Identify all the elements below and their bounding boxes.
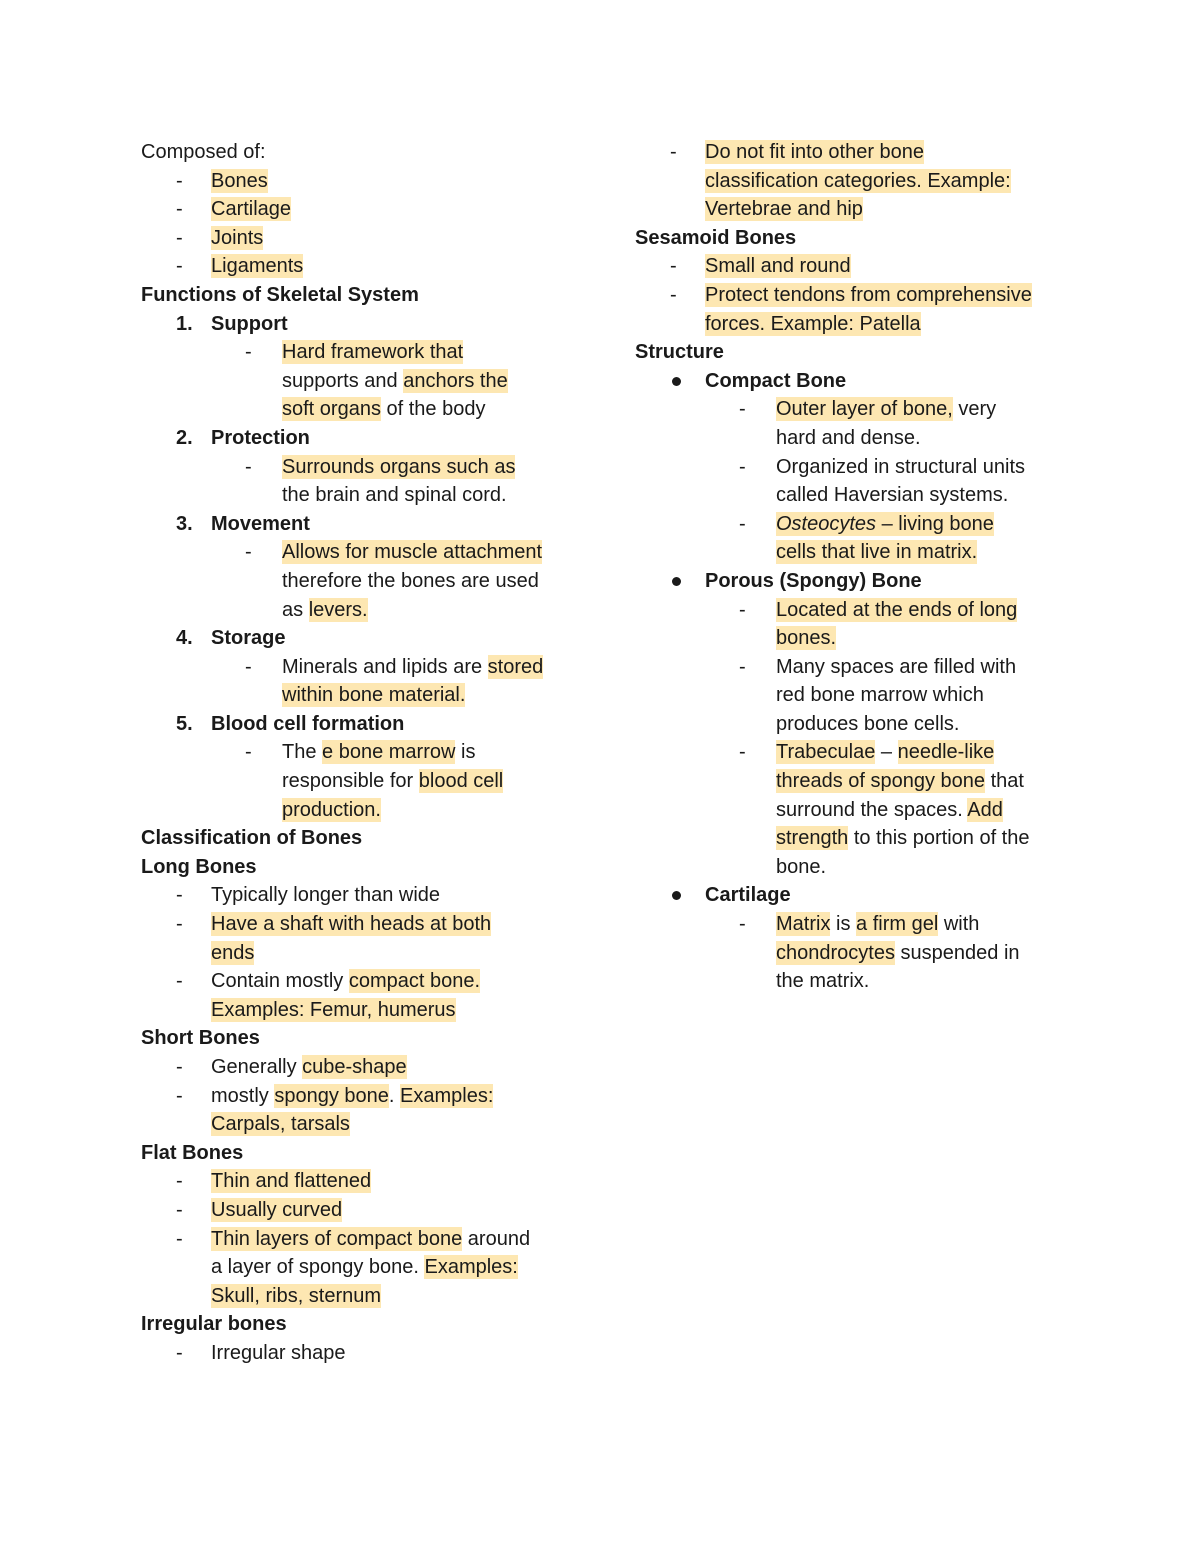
list-item: - Osteocytes – living bone <box>635 510 1085 539</box>
left-column <box>141 138 591 1368</box>
function-title: 1. Support <box>176 312 288 335</box>
list-item: - Allows for muscle attachment <box>141 538 591 567</box>
dash-bullet: - <box>739 455 746 478</box>
list-item-cont: Vertebrae and hip <box>705 198 863 221</box>
list-item: - Outer layer of bone, very <box>635 395 1085 424</box>
list-item: - Trabeculae – needle-like <box>635 738 1085 767</box>
list-item: - Irregular shape <box>141 1339 591 1368</box>
dash-bullet: - <box>176 1227 183 1250</box>
dash-bullet: - <box>739 655 746 678</box>
dash-bullet: - <box>176 1198 183 1221</box>
dash-bullet: - <box>739 398 746 421</box>
function-title: 4. Storage <box>176 627 286 650</box>
dash-bullet: - <box>245 655 252 678</box>
dash-bullet: - <box>670 255 677 278</box>
list-item-cont: bone. <box>776 855 827 878</box>
list-item: - Cartilage <box>141 195 591 224</box>
list-item-cont: Skull, ribs, sternum <box>211 1284 382 1307</box>
list-item-cont: red bone marrow which <box>776 684 984 707</box>
list-item: - Thin and flattened <box>141 1167 591 1196</box>
list-item-cont: forces. Example: Patella <box>705 312 921 335</box>
dash-bullet: - <box>739 598 746 621</box>
list-item: - Matrix is a firm gel with <box>635 910 1085 939</box>
list-item-cont: produces bone cells. <box>776 712 960 735</box>
list-item-cont: Carpals, tarsals <box>211 1113 350 1136</box>
dash-bullet: - <box>739 913 746 936</box>
list-item-cont: the brain and spinal cord. <box>282 484 507 507</box>
dash-bullet: - <box>245 341 252 364</box>
dash-bullet: - <box>176 1170 183 1193</box>
list-item: - Ligaments <box>141 252 591 281</box>
list-item: - Have a shaft with heads at both <box>141 910 591 939</box>
structure-heading: Structure <box>635 341 724 364</box>
dash-bullet: - <box>670 141 677 163</box>
dash-bullet: - <box>176 913 183 936</box>
list-item-cont: hard and dense. <box>776 426 921 449</box>
list-item-cont: chondrocytes suspended in <box>776 941 1020 964</box>
list-item-cont: as levers. <box>282 598 368 621</box>
dash-bullet: - <box>245 741 252 764</box>
list-item: - Do not fit into other bone <box>635 138 1085 167</box>
list-item-cont: called Haversian systems. <box>776 484 1009 507</box>
list-item-cont: therefore the bones are used <box>282 569 539 592</box>
list-item-cont: ends <box>211 941 255 964</box>
list-item: - Typically longer than wide <box>141 881 591 910</box>
list-item: - Minerals and lipids are stored <box>141 653 591 682</box>
sesamoid-bones-heading: Sesamoid Bones <box>635 226 797 249</box>
dash-bullet: - <box>176 970 183 993</box>
list-item-cont: production. <box>282 798 381 821</box>
irregular-bones-heading: Irregular bones <box>141 1313 287 1336</box>
cartilage-heading: Cartilage <box>635 881 1085 910</box>
porous-bone-heading: Porous (Spongy) Bone <box>635 567 1085 596</box>
list-item: - Usually curved <box>141 1196 591 1225</box>
list-item-cont: supports and anchors the <box>282 369 508 392</box>
dash-bullet: - <box>245 455 252 478</box>
dash-bullet: - <box>176 198 183 221</box>
list-item: - Small and round <box>635 252 1085 281</box>
bullet-dot-icon <box>672 377 681 386</box>
dash-bullet: - <box>670 283 677 306</box>
list-item: - Surrounds organs such as <box>141 453 591 482</box>
list-item-cont: Examples: Femur, humerus <box>211 998 456 1021</box>
list-item: - Organized in structural units <box>635 453 1085 482</box>
list-item: - mostly spongy bone. Examples: <box>141 1082 591 1111</box>
list-item-cont: strength to this portion of the <box>776 827 1030 850</box>
short-bones-heading: Short Bones <box>141 1027 260 1050</box>
list-item-cont: threads of spongy bone that <box>776 770 1024 793</box>
list-item-cont: a layer of spongy bone. Examples: <box>211 1256 518 1279</box>
function-title: 2. Protection <box>176 426 310 449</box>
function-title: 3. Movement <box>176 512 310 535</box>
list-item: - Contain mostly compact bone. <box>141 967 591 996</box>
list-item: - Joints <box>141 224 591 253</box>
dash-bullet: - <box>739 512 746 535</box>
list-item-cont: classification categories. Example: <box>705 169 1011 192</box>
list-item-cont: cells that live in matrix. <box>776 541 978 564</box>
list-item-cont: within bone material. <box>282 684 466 707</box>
dash-bullet: - <box>176 169 183 192</box>
list-item-cont: the matrix. <box>776 970 870 993</box>
dash-bullet: - <box>176 1056 183 1078</box>
flat-bones-heading: Flat Bones <box>141 1141 244 1164</box>
right-column <box>635 138 1085 996</box>
bullet-dot-icon <box>672 577 681 586</box>
list-item: - Protect tendons from comprehensive <box>635 281 1085 310</box>
list-item: - Thin layers of compact bone around <box>141 1225 591 1254</box>
long-bones-heading: Long Bones <box>141 855 257 878</box>
list-item-cont: responsible for blood cell <box>282 770 504 793</box>
list-item-cont: soft organs of the body <box>282 398 486 421</box>
list-item: - Generally cube-shape <box>141 1053 591 1082</box>
function-title: 5. Blood cell formation <box>176 712 405 735</box>
dash-bullet: - <box>176 226 183 249</box>
dash-bullet: - <box>739 741 746 764</box>
list-item: - The e bone marrow is <box>141 738 591 767</box>
bullet-dot-icon <box>672 891 681 900</box>
list-item: - Located at the ends of long <box>635 596 1085 625</box>
dash-bullet: - <box>245 541 252 564</box>
list-item: - Bones <box>141 167 591 196</box>
list-item-cont: bones. <box>776 627 837 650</box>
list-item: - Many spaces are filled with <box>635 653 1085 682</box>
list-item-cont: surround the spaces. Add <box>776 798 1003 821</box>
dash-bullet: - <box>176 1084 183 1107</box>
classification-heading: Classification of Bones <box>141 827 363 850</box>
dash-bullet: - <box>176 255 183 278</box>
list-item: - Hard framework that <box>141 338 591 367</box>
dash-bullet: - <box>176 1341 183 1364</box>
composed-heading: Composed of: <box>141 141 266 163</box>
functions-heading: Functions of Skeletal System <box>141 283 419 306</box>
compact-bone-heading: Compact Bone <box>635 367 1085 396</box>
dash-bullet: - <box>176 884 183 907</box>
